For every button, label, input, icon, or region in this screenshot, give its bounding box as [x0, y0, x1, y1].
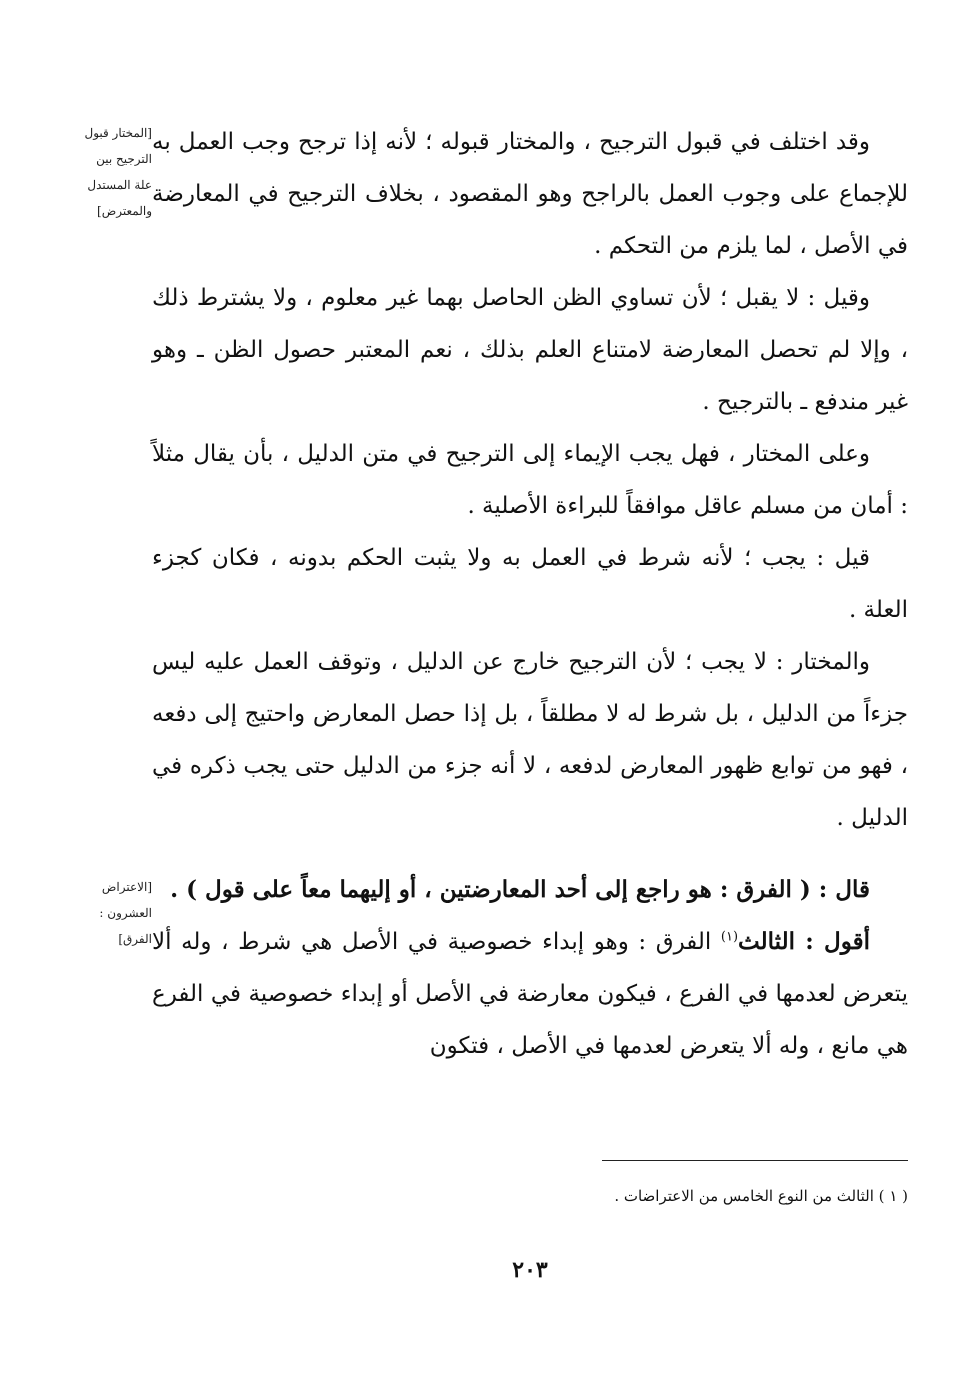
text-line: قيل : يجب ؛ لأنه شرط في العمل به ولا يثبت الحكم بدونه ، فكان — [211, 545, 871, 571]
page-number: ٢٠٣ — [512, 1257, 548, 1283]
margin-note-line: الفرق] — [118, 932, 152, 946]
text-line: مثلاً : أمان من مسلم عاقل موافقاً للبراءة الأصلية . — [152, 441, 908, 519]
paragraph-4 — [152, 532, 908, 636]
qala-text: الفرق : هو راجع إلى أحد المعارضتين ، أو إليهما معاً على — [252, 876, 792, 903]
text-line: كجزء العلة . — [152, 545, 908, 623]
aqulu-paragraph — [152, 916, 908, 1072]
footnote-ref: (١) — [720, 929, 739, 945]
margin-note-preference — [56, 120, 152, 224]
margin-note-line: [الاعتراض — [101, 880, 152, 894]
qala-text-end: قول ) . — [170, 876, 245, 903]
margin-note-line: علة المستدل — [87, 178, 152, 192]
footnote-divider — [602, 1160, 908, 1161]
margin-note-line: والمعترض] — [97, 204, 152, 218]
margin-note-line: [المختار قبول — [84, 126, 152, 140]
main-text — [152, 116, 908, 844]
qala-paragraph — [152, 864, 908, 916]
margin-note-objection — [56, 874, 152, 952]
text-line: الترجيح في المعارضة في الأصل ، لما يلزم من التحكم . — [152, 181, 908, 259]
text-line: خصوصية في الفرع هي مانع ، وله ألا يتعرض لعدمها في الأصل ، فتكون — [152, 981, 908, 1059]
text-line: وعلى المختار ، فهل يجب الإيماء إلى الترجيح في متن الدليل ، بأن يقال — [193, 441, 871, 467]
paragraph-2 — [152, 272, 908, 428]
text-line: يشترط ذلك ، وإلا لم تحصل المعارضة لامتناع العلم بذلك ، نعم المعتبر — [152, 285, 908, 363]
commentary-text — [152, 864, 908, 1072]
text-line: وقد اختلف في قبول الترجيح ، والمختار قبوله ؛ لأنه إذا ترجح وجب — [242, 129, 870, 155]
text-line: عليه ليس جزءاً من الدليل ، بل شرط له لا مطلقاً ، بل إذا حصل المعارض — [152, 649, 908, 727]
text-line: حصول الظن ـ وهو غير مندفع ـ بالترجيح . — [152, 337, 908, 415]
margin-note-line: العشرون : — [99, 906, 152, 920]
paragraph-1 — [152, 116, 908, 272]
text-line: العمل به للإجماع على وجوب العمل بالراجح وهو المقصود ، بخلاف — [152, 129, 909, 207]
text-line: وله ألا يتعرض لعدمها في الفرع ، فيكون معارضة في الأصل أو إبداء — [152, 929, 908, 1007]
footnote: ( ١ ) الثالث من النوع الخامس من الاعتراضات . — [614, 1187, 908, 1205]
qala-label: قال : ( — [791, 876, 870, 903]
text-line: وقيل : لا يقبل ؛ لأن تساوي الظن الحاصل بهما غير معلوم ، ولا — [272, 285, 870, 311]
text-line: والمختار : لا يجب ؛ لأن الترجيح خارج عن الدليل ، وتوقف العمل — [253, 649, 870, 675]
text-line: واحتيج إلى دفعه ، فهو من توابع ظهور المعارض لدفعه ، لا أنه جزء من — [152, 701, 909, 779]
text-line: الدليل حتى يجب ذكره في الدليل . — [152, 753, 908, 831]
paragraph-5 — [152, 636, 908, 844]
margin-note-line: الترجيح بين — [96, 152, 152, 166]
aqulu-text: الفرق : وهو إبداء خصوصية في الأصل هي شرط ، — [221, 929, 721, 955]
paragraph-3 — [152, 428, 908, 532]
aqulu-label: أقول : الثالث — [738, 928, 871, 955]
